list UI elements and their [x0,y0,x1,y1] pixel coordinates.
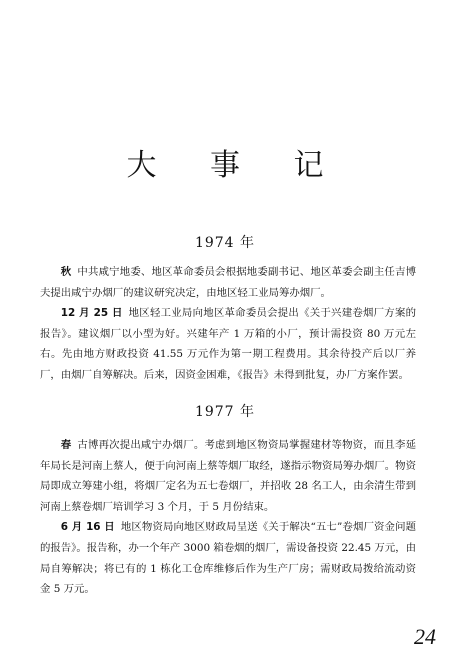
entry-paragraph [40,517,416,599]
entry-date: 6 月 16 日 [60,521,115,534]
entry-date: 春 [60,439,72,451]
entry-text: 古博再次提出咸宁办烟厂。考虑到地区物资局掌握建材等物资，而且李延年局长是河南上蔡人，便于向河南上蔡等烟厂取经，遂指示物资局筹办烟厂。物资局即成立筹建小组，将烟厂定名为五七卷烟厂，并招收 28 名工人，由余清生带到河南上蔡卷烟厂培训学习 3 个月，于 5 月份结束。 [40,439,417,513]
entry-date: 秋 [60,266,72,278]
page-number: 24 [414,624,436,649]
entry-paragraph [40,435,416,517]
entries-1977 [40,435,416,600]
page-title: 大 事 记 [126,148,346,183]
year-heading-1977: 1977 年 [194,404,256,420]
entry-text: 中共咸宁地委、地区革命委员会根据地委副书记、地区革委会副主任吉博夫提出咸宁办烟厂的建议研究决定，由地区轻工业局筹办烟厂。 [40,266,417,299]
entry-text: 地区轻工业局向地区革命委员会提出《关于兴建卷烟厂方案的报告》。建议烟厂以小型为好。兴建年产 1 万箱的小厂，预计需投资 80 万元左右。先由地方财政投资 41.55 万元作为第一期工程费用。其余待投产后以厂养厂，由烟厂自筹解决。后来，因资金困难，《报告》未得到批复，办厂方案作罢。 [40,307,416,381]
entry-text: 地区物资局向地区财政局呈送《关于解决“五七”卷烟厂资金问题的报告》。报告称，办一个年产 3000 箱卷烟的烟厂，需设备投资 22.45 万元，由局自筹解决；将已有的 1 栋化工仓库维修后作为生产厂房；需财政局拨给流动资金 5 万元。 [40,521,417,596]
entry-paragraph [40,303,416,385]
entry-paragraph [40,262,416,303]
entries-1974 [40,262,416,386]
year-heading-1974: 1974 年 [194,235,256,251]
entry-date: 12 月 25 日 [60,307,123,320]
